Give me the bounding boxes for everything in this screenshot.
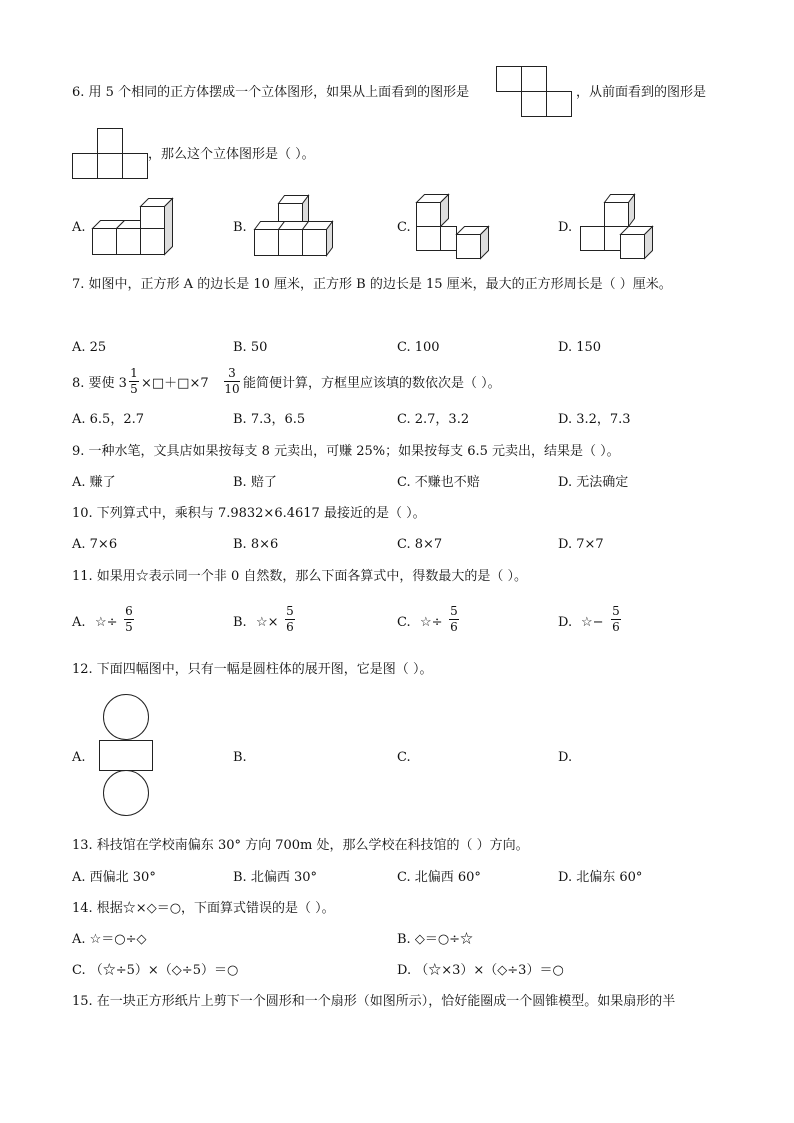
q6-option-a-label[interactable]: A. xyxy=(72,220,86,235)
q11-option-d-fraction xyxy=(611,605,621,634)
q12-option-a-cylinder-net xyxy=(98,694,154,820)
q8-middle: ×□＋□×7 xyxy=(141,376,209,391)
q8-option-c[interactable]: C. 2.7，3.2 xyxy=(397,412,470,427)
q12-option-b-label[interactable]: B. xyxy=(233,750,247,765)
q6-top-view-figure xyxy=(496,66,576,120)
q9-option-a[interactable]: A. 赚了 xyxy=(72,475,116,490)
q9-option-d[interactable]: D. 无法确定 xyxy=(558,475,629,490)
q6-option-c-label[interactable]: C. xyxy=(397,220,411,235)
q11-option-c-fraction xyxy=(449,605,459,634)
q11-option-c-label[interactable]: C. xyxy=(397,615,411,630)
q11-option-d-denominator: 6 xyxy=(612,620,620,634)
q11-option-c-expr: ☆÷ xyxy=(420,615,443,630)
q10-option-d[interactable]: D. 7×7 xyxy=(558,537,604,552)
q10-option-b[interactable]: B. 8×6 xyxy=(233,537,279,552)
q6-option-a-solid-figure xyxy=(92,198,176,258)
q6-option-b-label[interactable]: B. xyxy=(233,220,247,235)
q10-text: 10. 下列算式中，乘积与 7.9832×6.4617 最接近的是（ ）。 xyxy=(72,506,426,521)
q13-text: 13. 科技馆在学校南偏东 30° 方向 700m 处，那么学校在科技馆的（ ）方向。 xyxy=(72,838,529,853)
q8-option-b[interactable]: B. 7.3，6.5 xyxy=(233,412,306,427)
q12-option-a-label[interactable]: A. xyxy=(72,750,86,765)
q6-option-d-label[interactable]: D. xyxy=(558,220,573,235)
q11-text: 11. 如果用☆表示同一个非 0 自然数，那么下面各算式中，得数最大的是（ ）。 xyxy=(72,569,527,584)
q12-option-c-label[interactable]: C. xyxy=(397,750,411,765)
q13-option-a[interactable]: A. 西偏北 30° xyxy=(72,870,156,885)
q9-option-c[interactable]: C. 不赚也不赔 xyxy=(397,475,480,490)
q8-fraction-1 xyxy=(129,367,139,396)
q11-option-d-label[interactable]: D. xyxy=(558,615,573,630)
q9-option-b[interactable]: B. 赔了 xyxy=(233,475,277,490)
q8-suffix: 能简便计算，方框里应该填的数依次是（ ）。 xyxy=(243,376,501,391)
q8-prefix: 8. 要使 3 xyxy=(72,376,127,391)
q8-fraction-1-numerator: 1 xyxy=(130,366,138,380)
q11-option-a-numerator: 6 xyxy=(125,604,133,618)
q6-text-a: 6. 用 5 个相同的正方体摆成一个立体图形，如果从上面看到的图形是 xyxy=(72,85,470,100)
q11-option-c-numerator: 5 xyxy=(450,604,458,618)
q6-text-c: ，那么这个立体图形是（ ）。 xyxy=(148,147,315,162)
q11-option-a-denominator: 5 xyxy=(125,620,133,634)
q11-option-d-expr: ☆− xyxy=(581,615,604,630)
q15-text: 15. 在一块正方形纸片上剪下一个圆形和一个扇形（如图所示），恰好能圈成一个圆锥模型。如果扇形的半 xyxy=(72,994,676,1009)
q13-option-b[interactable]: B. 北偏西 30° xyxy=(233,870,317,885)
q14-text: 14. 根据☆×◇＝○，下面算式错误的是（ ）。 xyxy=(72,901,335,916)
q11-option-c-denominator: 6 xyxy=(450,620,458,634)
q12-text: 12. 下面四幅图中，只有一幅是圆柱体的展开图，它是图（ ）。 xyxy=(72,662,433,677)
q6-option-b-solid-figure xyxy=(252,195,332,259)
q7-option-a[interactable]: A. 25 xyxy=(72,340,107,355)
q9-text: 9. 一种水笔，文具店如果按每支 8 元卖出，可赚 25%；如果按每支 6.5 元卖出，结果是（ ）。 xyxy=(72,444,620,459)
q7-text: 7. 如图中，正方形 A 的边长是 10 厘米，正方形 B 的边长是 15 厘米，最大的正方形周长是（ ）厘米。 xyxy=(72,277,672,292)
q11-option-b-numerator: 5 xyxy=(286,604,294,618)
q7-option-d[interactable]: D. 150 xyxy=(558,340,602,355)
q10-option-c[interactable]: C. 8×7 xyxy=(397,537,443,552)
q14-option-c[interactable]: C. （☆÷5）×（◇÷5）＝○ xyxy=(72,963,239,978)
q11-option-b-denominator: 6 xyxy=(286,620,294,634)
q8-fraction-1-denominator: 5 xyxy=(130,382,138,396)
q14-option-b[interactable]: B. ◇＝○÷☆ xyxy=(397,932,474,947)
q10-option-a[interactable]: A. 7×6 xyxy=(72,537,118,552)
q11-option-b-label[interactable]: B. xyxy=(233,615,247,630)
q11-option-a-fraction xyxy=(124,605,134,634)
q11-option-d-numerator: 5 xyxy=(612,604,620,618)
q13-option-c[interactable]: C. 北偏西 60° xyxy=(397,870,481,885)
q7-option-c[interactable]: C. 100 xyxy=(397,340,440,355)
q8-option-d[interactable]: D. 3.2，7.3 xyxy=(558,412,631,427)
q13-option-d[interactable]: D. 北偏东 60° xyxy=(558,870,643,885)
q11-option-a-expr: ☆÷ xyxy=(95,615,118,630)
q11-option-b-fraction xyxy=(285,605,295,634)
q11-option-a-label[interactable]: A. xyxy=(72,615,86,630)
q6-option-d-solid-figure xyxy=(578,194,662,260)
q11-option-b-expr: ☆× xyxy=(256,615,279,630)
q8-option-a[interactable]: A. 6.5，2.7 xyxy=(72,412,145,427)
q12-option-d-label[interactable]: D. xyxy=(558,750,573,765)
q14-option-d[interactable]: D. （☆×3）×（◇÷3）＝○ xyxy=(397,963,564,978)
q6-text-b: ，从前面看到的图形是 xyxy=(576,85,707,100)
q8-fraction-2-denominator: 10 xyxy=(224,382,240,396)
q8-fraction-2 xyxy=(224,367,240,396)
q8-fraction-2-numerator: 3 xyxy=(228,366,236,380)
q6-front-view-figure xyxy=(72,128,152,182)
q14-option-a[interactable]: A. ☆＝○÷◇ xyxy=(72,932,147,947)
q7-option-b[interactable]: B. 50 xyxy=(233,340,268,355)
q6-option-c-solid-figure xyxy=(416,194,500,260)
